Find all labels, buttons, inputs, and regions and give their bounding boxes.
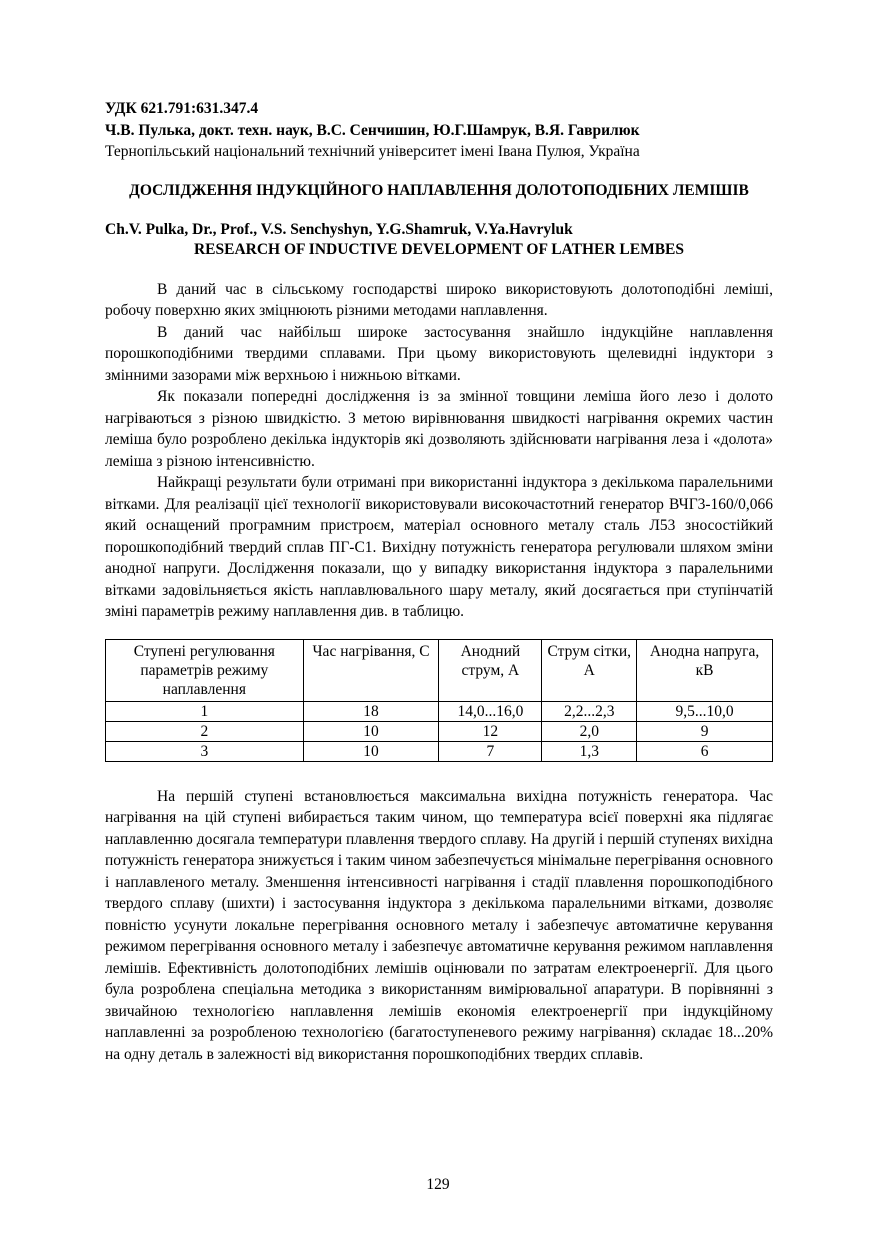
table-cell: 1,3 (542, 741, 637, 761)
title-ua: ДОСЛІДЖЕННЯ ІНДУКЦІЙНОГО НАПЛАВЛЕННЯ ДОЛОТОПОДІБНИХ ЛЕМІШІВ (129, 181, 749, 199)
paper-page (105, 98, 773, 1065)
affiliation: Тернопільський національний технічний університет імені Івана Пулюя, Україна (105, 143, 640, 160)
table-header-row (106, 639, 773, 701)
table-header-cell: Ступені регулювання параметрів режиму наплавлення (106, 639, 304, 701)
paragraph-4: Найкращі результати були отримані при використанні індуктора з декількома паралельними вітками. Для реалізації цієї технології використовували високочастотний генератор ВЧГ3-160/0,066 який оснащений програмним пристроєм, матеріал основного металу сталь Л53 зносостійкий порошкоподібний твердий сплав ПГ-С1. Вихідну потужність генератора регулювали шляхом зміни анодної напруги. Дослідження показали, що у випадку використання індуктора з паралельними вітками задовільняється якість наплавлювального шару металу, який досягається при ступінчатій зміні параметрів режиму наплавлення див. в таблицю. (105, 474, 773, 620)
parameters-table (105, 639, 773, 762)
udc-code: УДК 621.791:631.347.4 (105, 100, 259, 117)
table-header-cell: Час нагрівання, С (303, 639, 439, 701)
table-header-cell: Анодний струм, А (439, 639, 542, 701)
paragraph-5: На першій ступені встановлюється максимальна вихідна потужність генератора. Час нагрівання на цій ступені вибирається таким чином, що температура всієї поверхні яка підлягає наплавленню досягала температури плавлення твердого сплаву. На другій і першій ступенях вихідна потужність генератора знижується і таким чином забезпечується мінімальне перегрівання основного і наплавленого металу. Зменшення інтенсивності нагрівання і стадії плавлення порошкоподібного твердого сплаву (шихти) і застосування індуктора з декількома паралельними вітками, дозволяє повністю усунути локальне перегрівання основного металу і забезпечує автоматичне керування режимом перегрівання основного металу і забезпечує автоматичне керування режимом наплавлення лемішів. Ефективність долотоподібних лемішів оцінювали по затратам електроенергії. Для цього була розроблена спеціальна методика з використанням вимірювальної апаратури. В порівнянні з звичайною технологією наплавлення лемішів економія електроенергії при індукційному наплавленні за розробленою технологією (багатоступеневого режиму нагрівання) складає 18...20% на одну деталь в залежності від використання порошкоподібних твердих сплавів. (105, 787, 773, 1063)
table-row (106, 721, 773, 741)
table-cell: 1 (106, 701, 304, 721)
title-en: RESEARCH OF INDUCTIVE DEVELOPMENT OF LATHER LEMBES (193, 241, 685, 258)
authors-en: Ch.V. Pulka, Dr., Prof., V.S. Senchyshyn, Y.G.Shamruk, V.Ya.Havryluk (105, 220, 573, 238)
table-row (106, 701, 773, 721)
table-cell: 7 (439, 741, 542, 761)
table-cell: 9,5...10,0 (637, 701, 773, 721)
table-cell: 2,2...2,3 (542, 701, 637, 721)
table-cell: 10 (303, 721, 439, 741)
table-cell: 2 (106, 721, 304, 741)
body-text-after (105, 786, 773, 1066)
body-text-before (105, 279, 773, 623)
table-row (106, 741, 773, 761)
table-cell: 14,0...16,0 (439, 701, 542, 721)
paragraph-2: В даний час найбільш широке застосування знайшло індукційне наплавлення порошкоподібними твердими сплавами. При цьому використовують щелевидні індуктори з змінними зазорами між верхньою і нижньою вітками. (105, 323, 773, 384)
table-header-cell: Анодна напруга, кВ (637, 639, 773, 701)
table-cell: 3 (106, 741, 304, 761)
table-header-cell: Струм сітки, А (542, 639, 637, 701)
authors-ua: Ч.В. Пулька, докт. техн. наук, В.С. Сенчишин, Ю.Г.Шамрук, В.Я. Гаврилюк (105, 121, 640, 139)
table-cell: 18 (303, 701, 439, 721)
table-cell: 9 (637, 721, 773, 741)
table-cell: 10 (303, 741, 439, 761)
table-cell: 6 (637, 741, 773, 761)
table-cell: 12 (439, 721, 542, 741)
paragraph-3: Як показали попередні дослідження із за змінної товщини леміша його лезо і долото нагріваються з різною швидкістю. З метою вирівнювання швидкості нагрівання окремих частин леміша було розроблено декілька індукторів які дозволяють здійснювати нагрівання леза і «долота» леміша з різною інтенсивністю. (105, 388, 773, 470)
paragraph-1: В даний час в сільському господарстві широко використовують долотоподібні леміші, робочу поверхню яких зміцнюють різними методами наплавлення. (105, 280, 773, 319)
table-cell: 2,0 (542, 721, 637, 741)
page-number: 129 (426, 1176, 450, 1193)
